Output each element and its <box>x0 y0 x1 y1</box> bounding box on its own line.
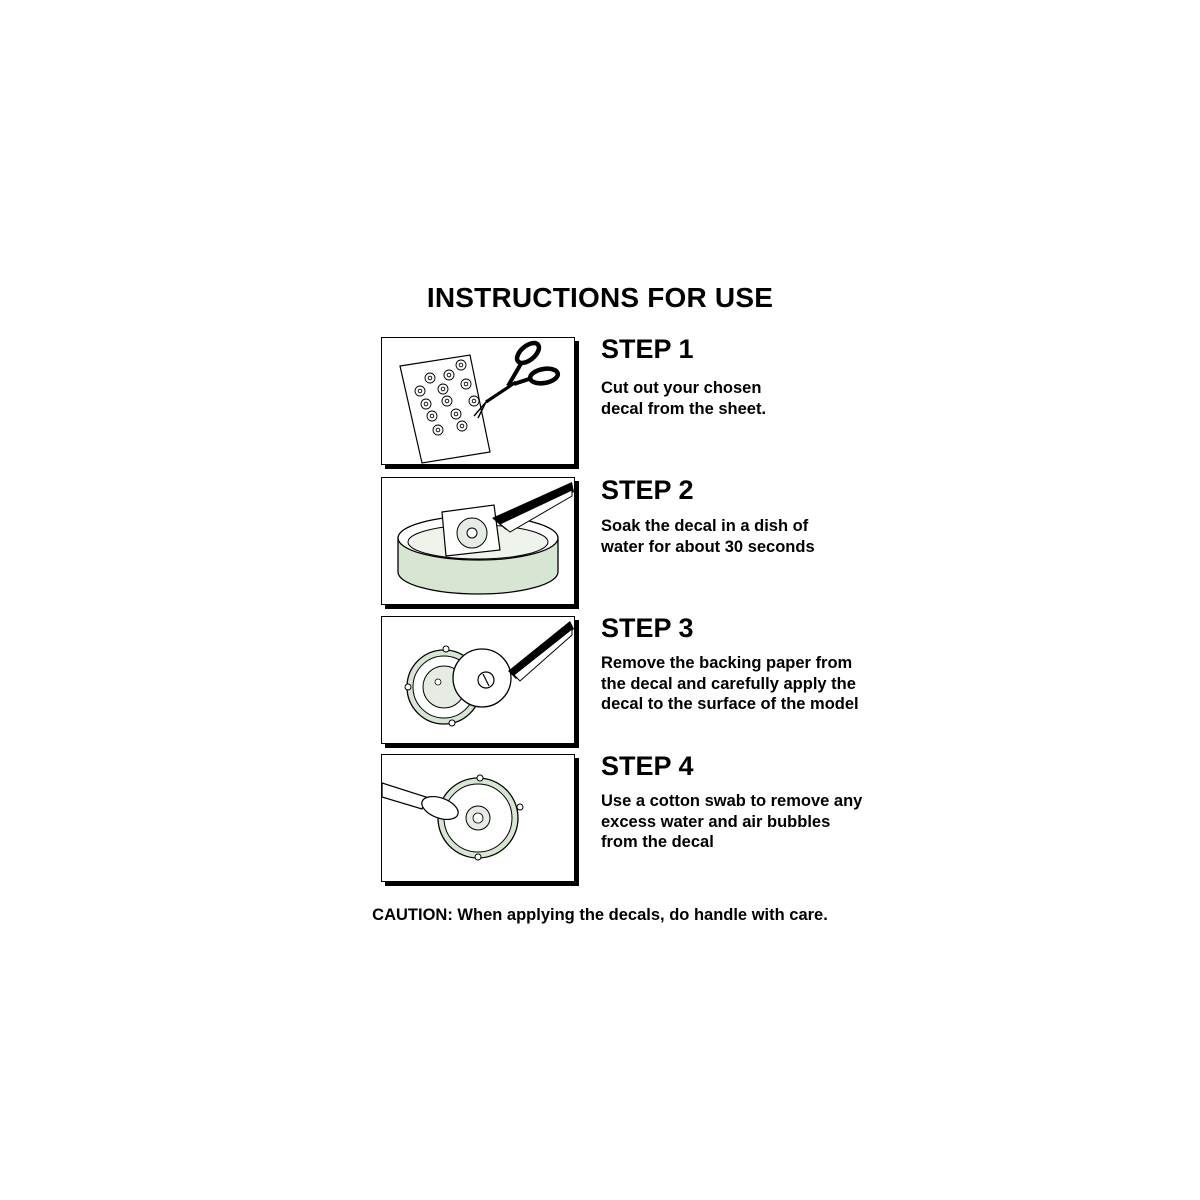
step-2-heading: STEP 2 <box>601 475 694 505</box>
step-4-heading: STEP 4 <box>601 751 694 781</box>
step-1-text: Cut out your chosen decal from the sheet. <box>601 379 767 418</box>
water-dish-icon <box>382 478 574 604</box>
step-1-heading: STEP 1 <box>601 334 694 364</box>
caution-note: CAUTION: When applying the decals, do handle with care. <box>372 906 828 924</box>
step-2-text: Soak the decal in a dish of water for about 30 seconds <box>601 517 815 556</box>
step-4-text: Use a cotton swab to remove any excess water and air bubbles from the decal <box>601 792 863 851</box>
scissors-sheet-icon <box>382 338 574 464</box>
step-3-heading: STEP 3 <box>601 613 694 643</box>
step-4-illustration <box>381 754 575 882</box>
cotton-swab-icon <box>382 755 574 881</box>
step-3-illustration <box>381 616 575 744</box>
page-title: INSTRUCTIONS FOR USE <box>426 282 774 313</box>
step-1-illustration <box>381 337 575 465</box>
step-2-illustration <box>381 477 575 605</box>
step-3-text: Remove the backing paper from the decal and carefully apply the decal to the surface of the model <box>601 654 859 713</box>
tweezers-decal-icon <box>382 617 574 743</box>
